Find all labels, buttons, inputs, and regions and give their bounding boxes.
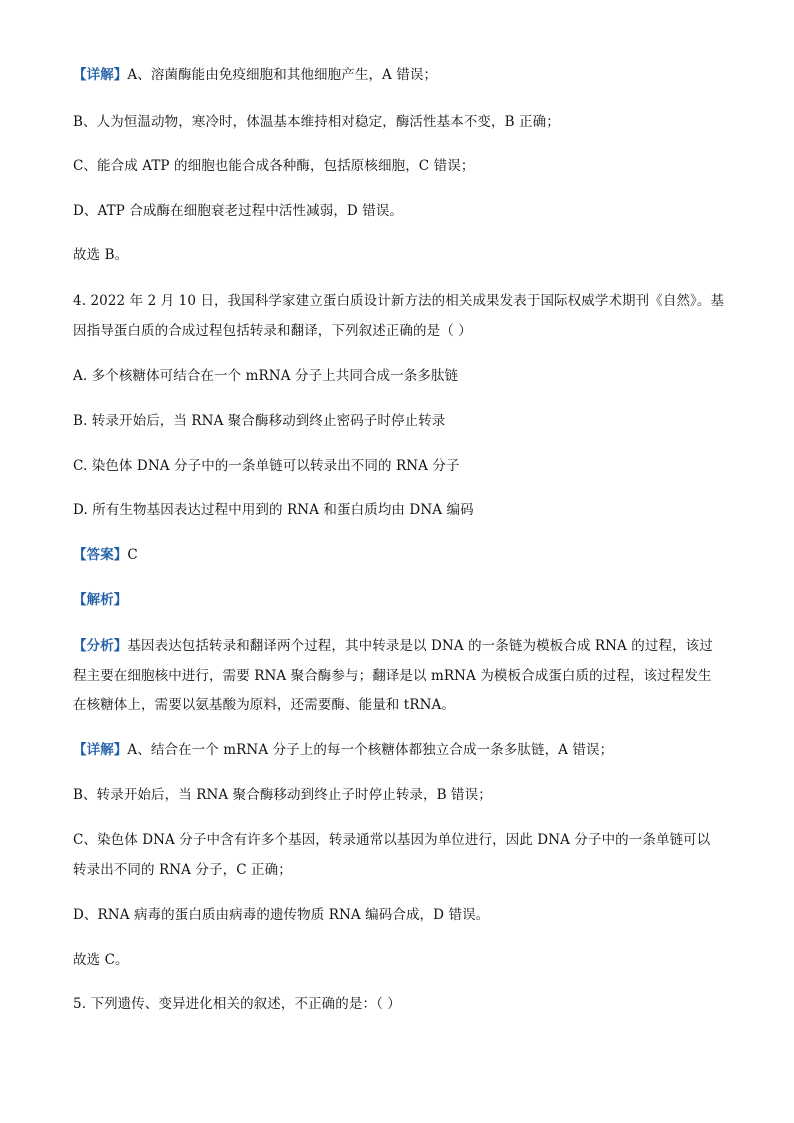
q4-option-b: B. 转录开始后，当 RNA 聚合酶移动到终止密码子时停止转录 — [73, 413, 446, 429]
q4-detail-a — [73, 741, 613, 759]
q3-detail-d: D、ATP 合成酶在细胞衰老过程中活性减弱，D 错误。 — [73, 203, 404, 219]
q4-option-a: A. 多个核糖体可结合在一个 mRNA 分子上共同合成一条多肽链 — [73, 368, 459, 384]
answer-value: C — [127, 547, 138, 563]
q4-detail-d: D、RNA 病毒的蛋白质由病毒的遗传物质 RNA 编码合成，D 错误。 — [73, 907, 490, 923]
q3-choice: 故选 B。 — [73, 247, 129, 263]
q4-analysis-line2: 程主要在细胞核中进行，需要 RNA 聚合酶参与；翻译是以 mRNA 为模板合成蛋白质的过程，该过程发生 — [73, 668, 712, 684]
q4-analysis-heading — [73, 591, 127, 609]
q4-stem-line2: 因指导蛋白质的合成过程包括转录和翻译，下列叙述正确的是（ ） — [73, 323, 472, 339]
answer-tag: 【答案】 — [73, 547, 128, 563]
q4-answer — [73, 546, 138, 564]
q4-choice: 故选 C。 — [73, 952, 129, 968]
analysis-label: 【分析】 — [73, 638, 128, 654]
q4-analysis-line3: 在核糖体上，需要以氨基酸为原料，还需要酶、能量和 tRNA。 — [73, 697, 455, 713]
q3-detail-a — [73, 66, 437, 84]
q5-stem: 5. 下列遗传、变异进化相关的叙述，不正确的是：（ ） — [73, 996, 401, 1012]
q4-analysis-line1 — [73, 637, 713, 655]
detail-tag: 【详解】 — [73, 67, 128, 83]
analysis-line1-text: 基因表达包括转录和翻译两个过程，其中转录是以 DNA 的一条链为模板合成 RNA 的过程，该过 — [127, 638, 713, 654]
q4-detail-c-line2: 转录出不同的 RNA 分子，C 正确； — [73, 862, 292, 878]
q4-detail-c-line1: C、染色体 DNA 分子中含有许多个基因，转录通常以基因为单位进行，因此 DNA 分子中的一条单链可以 — [73, 832, 711, 848]
q3-detail-c: C、能合成 ATP 的细胞也能合成各种酶，包括原核细胞，C 错误； — [73, 158, 475, 174]
q4-stem-line1: 4. 2022 年 2 月 10 日，我国科学家建立蛋白质设计新方法的相关成果发表于国际权威学术期刊《自然》。基 — [73, 293, 725, 309]
detail-tag: 【详解】 — [73, 742, 128, 758]
analysis-tag: 【解析】 — [73, 592, 128, 608]
q4-option-c: C. 染色体 DNA 分子中的一条单链可以转录出不同的 RNA 分子 — [73, 458, 460, 474]
q4-detail-b: B、转录开始后，当 RNA 聚合酶移动到终止子时停止转录，B 错误； — [73, 787, 492, 803]
q4-option-d: D. 所有生物基因表达过程中用到的 RNA 和蛋白质均由 DNA 编码 — [73, 502, 474, 518]
detail-a-text: A、结合在一个 mRNA 分子上的每一个核糖体都独立合成一条多肽链，A 错误； — [127, 742, 614, 758]
q3-detail-b: B、人为恒温动物，寒冷时，体温基本维持相对稳定，酶活性基本不变，B 正确； — [73, 114, 560, 130]
detail-a-text: A、溶菌酶能由免疫细胞和其他细胞产生，A 错误； — [127, 67, 438, 83]
